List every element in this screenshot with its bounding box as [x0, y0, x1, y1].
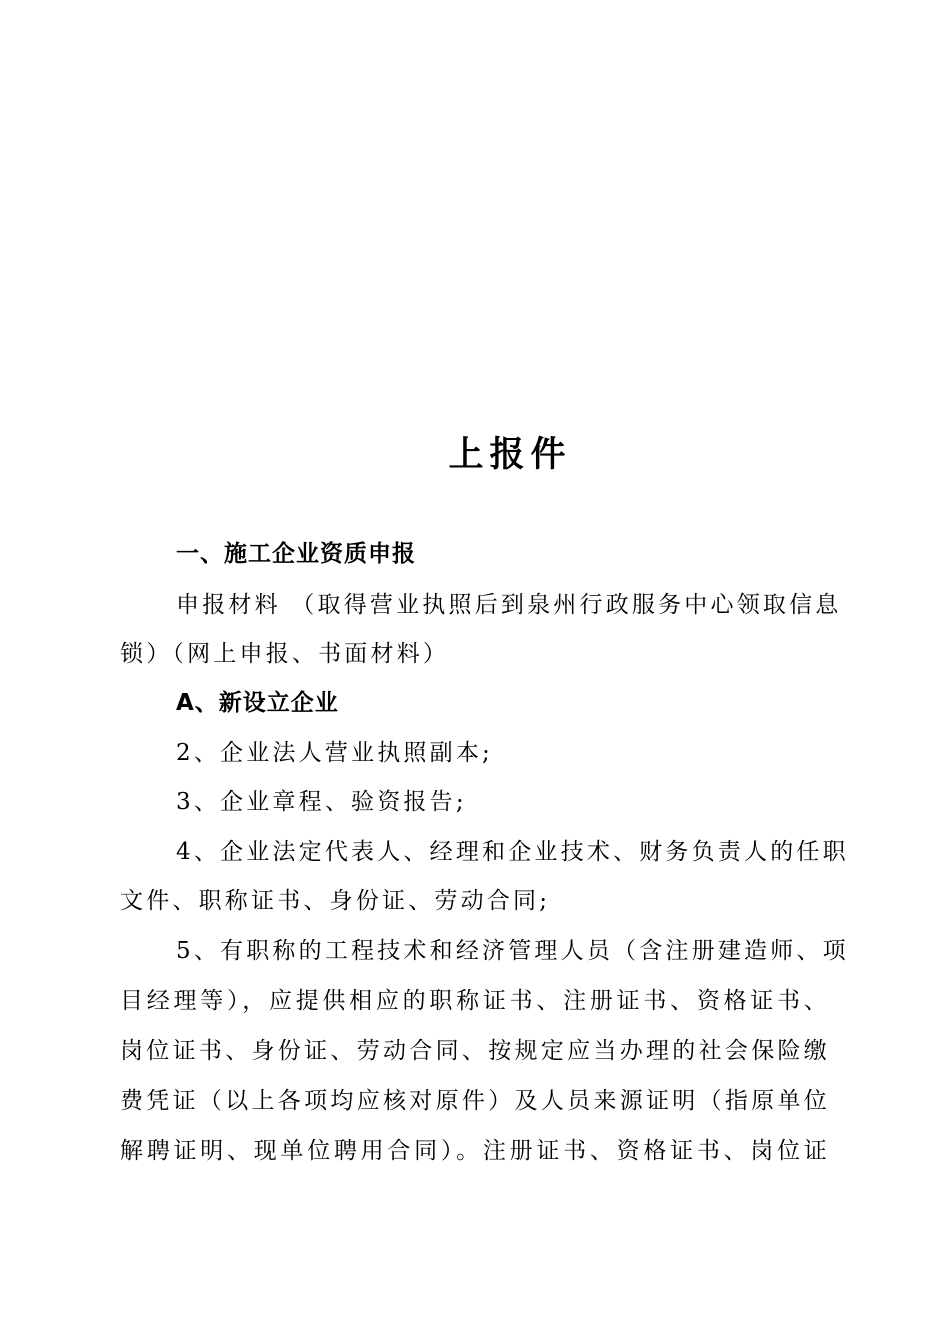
item-5-line-1: 5、有职称的工程技术和经济管理人员（含注册建造师、项: [176, 938, 849, 964]
document-title: 上报件: [448, 435, 572, 475]
item-4-line-1: 4、企业法定代表人、经理和企业技术、财务负责人的任职: [176, 839, 849, 865]
item-5-line-5: 解聘证明、现单位聘用合同）。注册证书、资格证书、岗位证: [120, 1138, 830, 1164]
materials-line-1: 申报材料 （取得营业执照后到泉州行政服务中心领取信息: [176, 592, 842, 618]
item-2: 2、企业法人营业执照副本;: [176, 740, 493, 766]
materials-line-2: 锁）（网上申报、书面材料）: [120, 641, 450, 667]
item-5-line-3: 岗位证书、身份证、劳动合同、按规定应当办理的社会保险缴: [120, 1038, 830, 1064]
item-5-line-2: 目经理等），应提供相应的职称证书、注册证书、资格证书、: [120, 988, 830, 1014]
section-heading: 一、施工企业资质申报: [176, 541, 416, 567]
item-4-line-2: 文件、职称证书、身份证、劳动合同;: [120, 888, 551, 914]
item-5-line-4: 费凭证（以上各项均应核对原件）及人员来源证明（指原单位: [120, 1088, 830, 1114]
item-3: 3、企业章程、验资报告;: [176, 789, 467, 815]
subsection-heading: A、新设立企业: [176, 690, 339, 716]
